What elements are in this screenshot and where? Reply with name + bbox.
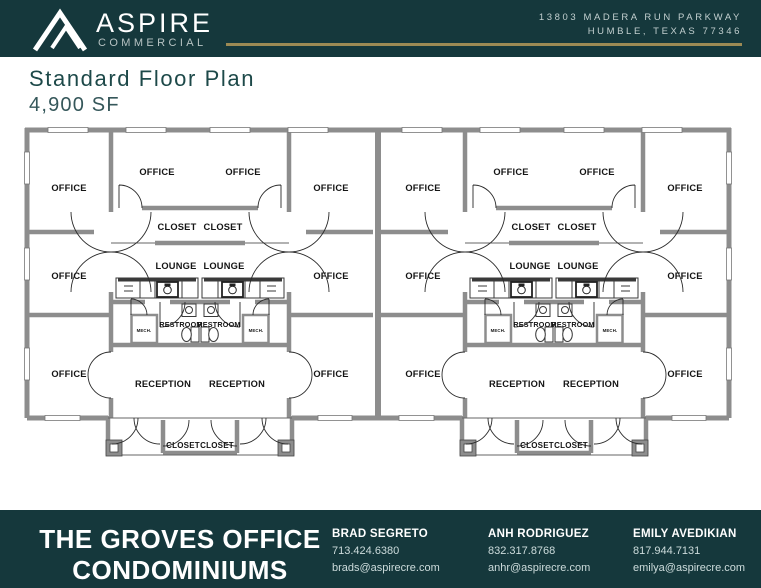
contact-phone[interactable]: 713.424.6380: [332, 545, 400, 557]
room-label-office: OFFICE: [51, 369, 87, 379]
room-label-office: OFFICE: [51, 183, 87, 193]
page-title: Standard Floor Plan: [29, 66, 256, 91]
room-label-restroom: RESTROOM: [197, 320, 241, 329]
room-label-office: OFFICE: [579, 167, 615, 177]
room-label-office: OFFICE: [313, 369, 349, 379]
contact-email[interactable]: emilya@aspirecre.com: [633, 562, 746, 574]
room-label-lounge: LOUNGE: [509, 261, 551, 271]
contact-phone[interactable]: 832.317.8768: [488, 545, 556, 557]
room-label-restroom: RESTROOM: [159, 320, 203, 329]
contact-name: EMILY AVEDIKIAN: [633, 528, 737, 540]
address-line-2: HUMBLE, TEXAS 77346: [587, 26, 742, 37]
room-label-lounge: LOUNGE: [557, 261, 599, 271]
floor-plan: [0, 120, 761, 470]
room-label-office: OFFICE: [225, 167, 261, 177]
room-label-office: OFFICE: [667, 183, 703, 193]
room-label-closet: CLOSET: [200, 441, 234, 450]
room-label-mech: MECH.: [248, 328, 264, 333]
building-name: [10, 524, 350, 586]
room-label-office: OFFICE: [405, 271, 441, 281]
room-label-office: OFFICE: [313, 183, 349, 193]
room-label-office: OFFICE: [667, 369, 703, 379]
contact-email[interactable]: anhr@aspirecre.com: [488, 562, 591, 574]
contact-email[interactable]: brads@aspirecre.com: [332, 562, 440, 574]
room-label-closet: CLOSET: [157, 222, 197, 232]
room-label-restroom: RESTROOM: [513, 320, 557, 329]
room-label-closet: CLOSET: [520, 441, 554, 450]
room-label-closet: CLOSET: [203, 222, 243, 232]
gold-divider: [226, 43, 742, 46]
unit-3-walls: [381, 130, 557, 456]
brand-name: ASPIRE: [96, 8, 214, 38]
room-label-office: OFFICE: [139, 167, 175, 177]
header-bar: [0, 0, 761, 57]
contact-name: ANH RODRIGUEZ: [488, 528, 590, 540]
building-name-line-2: CONDOMINIUMS: [72, 555, 288, 585]
room-label-reception: RECEPTION: [134, 379, 192, 389]
room-label-closet: CLOSET: [557, 222, 597, 232]
room-label-lounge: LOUNGE: [155, 261, 197, 271]
room-label-mech: MECH.: [136, 328, 152, 333]
footer-bar: [0, 510, 761, 588]
room-label-reception: RECEPTION: [208, 379, 266, 389]
room-label-office: OFFICE: [405, 183, 441, 193]
room-label-office: OFFICE: [51, 271, 87, 281]
room-label-reception: RECEPTION: [488, 379, 546, 389]
room-label-closet: CLOSET: [511, 222, 551, 232]
room-label-office: OFFICE: [667, 271, 703, 281]
property-address: [539, 11, 742, 39]
building-name-line-1: THE GROVES OFFICE: [39, 524, 321, 554]
room-label-closet: CLOSET: [166, 441, 200, 450]
room-label-office: OFFICE: [405, 369, 441, 379]
contact-card: [633, 526, 761, 577]
room-label-office: OFFICE: [493, 167, 529, 177]
address-line-1: 13803 MADERA RUN PARKWAY: [538, 12, 742, 23]
room-label-closet: CLOSET: [554, 441, 588, 450]
room-label-lounge: LOUNGE: [203, 261, 245, 271]
contact-name: BRAD SEGRETO: [332, 528, 429, 540]
room-label-mech: MECH.: [490, 328, 506, 333]
aspire-logo-icon: [28, 4, 98, 54]
contact-phone[interactable]: 817.944.7131: [633, 545, 701, 557]
room-label-mech: MECH.: [602, 328, 618, 333]
room-label-reception: RECEPTION: [562, 379, 620, 389]
room-label-restroom: RESTROOM: [551, 320, 595, 329]
unit-1-walls: [27, 130, 203, 456]
contact-card: [332, 526, 482, 577]
brand-subtitle: COMMERCIAL: [98, 37, 207, 49]
room-label-office: OFFICE: [313, 271, 349, 281]
square-footage: 4,900 SF: [29, 94, 120, 116]
contact-card: [488, 526, 638, 577]
unit-4-walls: [554, 130, 727, 456]
unit-2-walls: [200, 130, 373, 456]
